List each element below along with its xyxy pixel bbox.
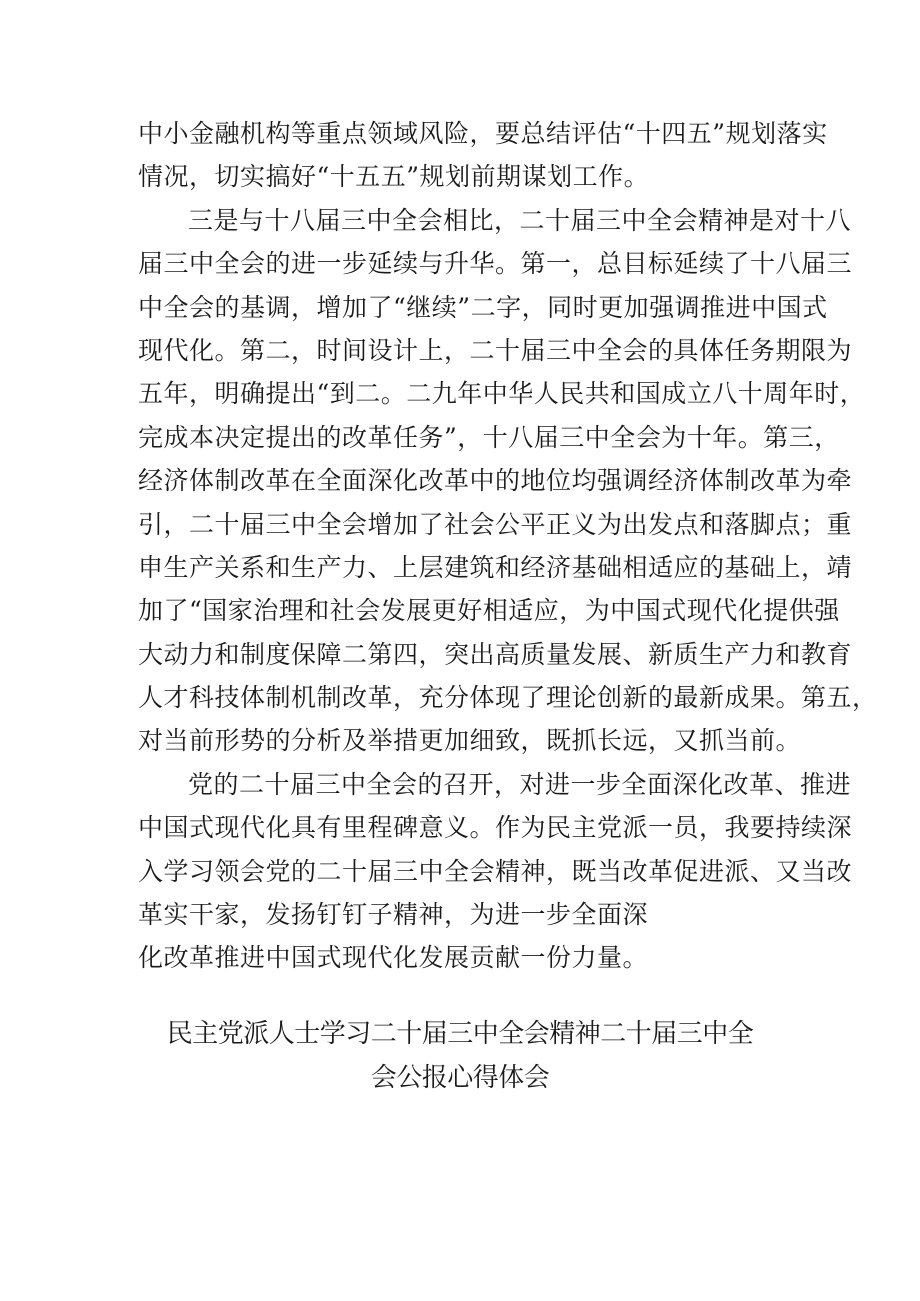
- document-title: [130, 1012, 790, 1100]
- title-line: 民主党派人士学习二十届三中全会精神二十届三中全: [166, 1019, 754, 1049]
- text-line: 经济体制改革在全面深化改革中的地位均强调经济体制改革为牵: [138, 466, 853, 496]
- text-line: 中小金融机构等重点领域风险，要总结评估“十四五”规划落实: [138, 119, 828, 148]
- text-line: 大动力和制度保障二第四，突出高质量发展、新质生产力和教育: [138, 639, 853, 669]
- text-line: 中全会的基调，增加了“继续”二字，同时更加强调推进中国式: [138, 292, 828, 322]
- paragraph-start-line: 三是与十八届三中全会相比，二十届三中全会精神是对十八: [188, 205, 852, 235]
- text-line: 届三中全会的进一步延续与升华。第一，总目标延续了十八届三: [138, 249, 853, 279]
- text-line: 完成本决定提出的改革任务”，十八届三中全会为十年。第三，: [138, 422, 840, 452]
- text-line: 入学习领会党的二十届三中全会精神，既当改革促进派、又当改: [138, 856, 853, 886]
- text-line: 中国式现代化具有里程碑意义。作为民主党派一员，我要持续深: [138, 813, 853, 843]
- text-line: 对当前形势的分析及举措更加细致，既抓长远，又抓当前。: [138, 726, 802, 756]
- text-line: 申生产关系和生产力、上层建筑和经济基础相适应的基础上，靖: [138, 552, 853, 582]
- text-line: 化改革推进中国式现代化发展贡献一份力量。: [138, 943, 649, 973]
- text-line: 五年，明确提出“到二。二九年中华人民共和国成立八十周年时，: [138, 379, 866, 409]
- text-line: 加了“国家治理和社会发展更好相适应，为中国式现代化提供强: [138, 596, 840, 626]
- title-line: 会公报心得体会: [370, 1063, 550, 1093]
- paragraph-start-line: 党的二十届三中全会的召开，对进一步全面深化改革、推进: [188, 769, 852, 799]
- text-line: 现代化。第二，时间设计上，二十届三中全会的具体任务期限为: [138, 335, 853, 365]
- text-line: 人才科技体制机制改革，充分体现了理论创新的最新成果。第五，: [138, 683, 878, 713]
- text-line: 革实干家，发扬钉钉子精神，为进一步全面深: [138, 900, 649, 930]
- body-text: [138, 112, 878, 980]
- text-line: 情况，切实搞好“十五五”规划前期谋划工作。: [138, 162, 650, 192]
- text-line: 引，二十届三中全会增加了社会公平正义为出发点和落脚点；重: [138, 509, 853, 539]
